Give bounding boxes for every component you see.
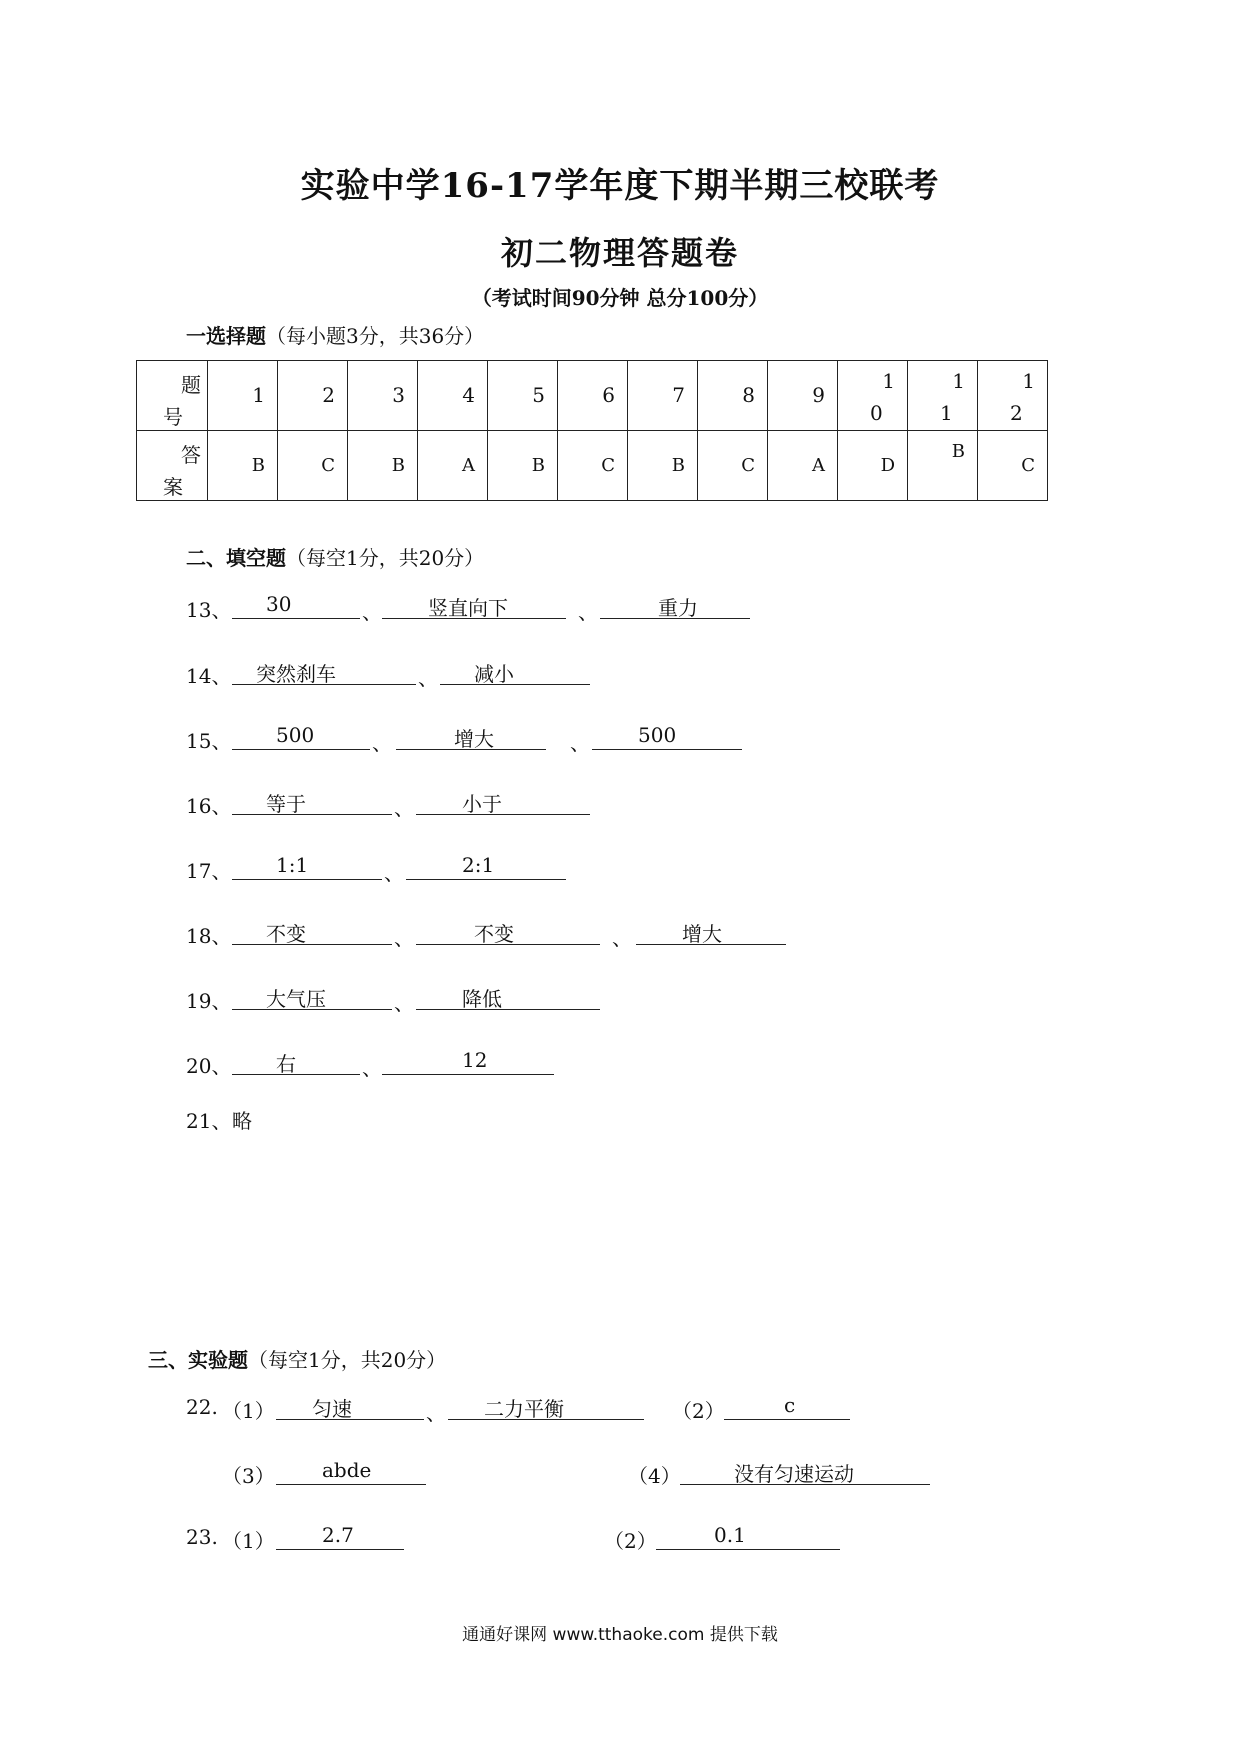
question-number: 1 [1022, 369, 1035, 393]
table-cell [278, 361, 348, 431]
answer-blank [416, 788, 590, 815]
answer-blank [232, 918, 392, 945]
question-number: 2 [1010, 401, 1023, 425]
part-label: （4） [628, 1464, 681, 1488]
answer-text: 突然刹车 [256, 662, 336, 686]
separator: 、 [384, 861, 404, 885]
answer-blank [276, 1523, 404, 1550]
answer-text: c [784, 1393, 796, 1417]
table-cell [698, 431, 768, 501]
question-number: 16、 [186, 794, 232, 818]
table-cell [278, 431, 348, 501]
answer-value: A [462, 455, 475, 476]
answer-blank [656, 1523, 840, 1550]
answer-text: 500 [638, 723, 677, 747]
separator: 、 [394, 926, 414, 950]
question-number: 22. [186, 1395, 218, 1419]
answer-value: B [951, 441, 965, 462]
question-number: 7 [672, 383, 685, 407]
answer-text: 竖直向下 [428, 596, 508, 620]
answer-blank [232, 723, 370, 750]
answer-blank [724, 1393, 850, 1420]
table-cell [978, 361, 1048, 431]
exam-info: （考试时间90分钟 总分100分） [471, 286, 769, 310]
answer-blank [232, 983, 392, 1010]
question-number: 6 [602, 383, 615, 407]
answer-text: 30 [266, 592, 292, 616]
separator: 、 [394, 796, 414, 820]
table-cell [348, 361, 418, 431]
answer-blank [232, 592, 360, 619]
answer-blank [592, 723, 742, 750]
part-label: （2） [604, 1529, 657, 1553]
answer-text: 增大 [682, 922, 722, 946]
answer-value: B [391, 455, 405, 476]
question-number: 0 [870, 401, 883, 425]
part-label: （3） [222, 1464, 275, 1488]
answer-value: C [321, 455, 335, 476]
answer-value: B [531, 455, 545, 476]
answer-blank [448, 1393, 644, 1420]
footer-credit: 通通好课网 www.tthaoke.com 提供下载 [462, 1625, 778, 1645]
header-label-part: 题 [181, 373, 201, 397]
answer-text: 1:1 [276, 853, 309, 877]
table-cell [488, 431, 558, 501]
answer-blank [382, 1048, 554, 1075]
table-cell [768, 431, 838, 501]
separator: 、 [612, 926, 632, 950]
table-cell [558, 431, 628, 501]
table-cell [418, 431, 488, 501]
answer-blank [440, 658, 590, 685]
question-number: 1 [952, 369, 965, 393]
part-label: （1） [222, 1399, 275, 1423]
separator: 、 [426, 1401, 446, 1425]
question-number: 15、 [186, 729, 232, 753]
question-number: 19、 [186, 989, 232, 1013]
answer-text: 0.1 [714, 1523, 746, 1547]
table-cell [698, 361, 768, 431]
answer-value: B [671, 455, 685, 476]
table-cell [208, 431, 278, 501]
answer-text: 不变 [266, 922, 306, 946]
separator: 、 [362, 600, 382, 624]
table-cell [558, 361, 628, 431]
header-label-part: 号 [163, 405, 183, 429]
answer-text: 等于 [266, 792, 306, 816]
answer-text: 减小 [474, 662, 514, 686]
section3-note: （每空1分，共20分） [248, 1348, 447, 1372]
table-cell [838, 431, 908, 501]
answer-text: 2:1 [462, 853, 495, 877]
table-row-answers [137, 431, 1048, 501]
answer-blank [232, 788, 392, 815]
question-number: 1 [940, 401, 953, 425]
question-number: 17、 [186, 859, 232, 883]
answer-blank [276, 1393, 424, 1420]
section2-title: 二、填空题 [186, 546, 286, 570]
answer-text: 匀速 [312, 1397, 352, 1421]
table-cell [418, 361, 488, 431]
answer-text: 12 [462, 1048, 488, 1072]
page-subtitle: 初二物理答题卷 [500, 234, 739, 272]
answer-blank [406, 853, 566, 880]
answer-blank [232, 658, 416, 685]
answer-text: 小于 [462, 792, 502, 816]
answer-value: C [601, 455, 615, 476]
header-cell-answer [137, 431, 208, 501]
answer-table [136, 360, 1048, 501]
question-number: 21、 [186, 1109, 232, 1133]
table-cell [978, 431, 1048, 501]
answer-blank [276, 1458, 426, 1485]
answer-text: 略 [232, 1109, 252, 1133]
section1-note: （每小题3分，共36分） [266, 324, 485, 348]
question-number: 9 [812, 383, 825, 407]
question-number: 23. [186, 1525, 218, 1549]
question-number: 1 [882, 369, 895, 393]
answer-text: 右 [276, 1052, 296, 1076]
answer-value: B [251, 455, 265, 476]
answer-blank [636, 918, 786, 945]
table-cell [348, 431, 418, 501]
answer-blank [232, 1048, 360, 1075]
answer-text: 2.7 [322, 1523, 354, 1547]
page-title: 实验中学16-17学年度下期半期三校联考 [300, 166, 940, 206]
section2-heading [186, 542, 484, 571]
table-cell [908, 361, 978, 431]
answer-blank [416, 983, 600, 1010]
question-number: 8 [742, 383, 755, 407]
separator: 、 [394, 991, 414, 1015]
question-number: 18、 [186, 924, 232, 948]
answer-blank [680, 1458, 930, 1485]
header-label-part: 案 [163, 475, 183, 499]
part-label: （2） [672, 1399, 725, 1423]
question-number: 14、 [186, 664, 232, 688]
table-cell [768, 361, 838, 431]
question-number: 1 [252, 383, 265, 407]
table-cell [628, 361, 698, 431]
separator: 、 [570, 731, 590, 755]
separator: 、 [372, 731, 392, 755]
table-cell [208, 361, 278, 431]
table-cell [488, 361, 558, 431]
question-number: 5 [532, 383, 545, 407]
answer-blank [416, 918, 600, 945]
answer-text: 增大 [454, 727, 494, 751]
section3-title: 三、实验题 [148, 1348, 248, 1372]
answer-text: 大气压 [266, 987, 326, 1011]
question-number: 20、 [186, 1054, 232, 1078]
header-label-part: 答 [181, 443, 201, 467]
question-number: 2 [322, 383, 335, 407]
header-cell-number [137, 361, 208, 431]
table-row-numbers [137, 361, 1048, 431]
answer-value: D [880, 455, 895, 476]
separator: 、 [362, 1056, 382, 1080]
part-label: （1） [222, 1529, 275, 1553]
answer-text: 二力平衡 [484, 1397, 564, 1421]
answer-blank [232, 853, 382, 880]
section2-note: （每空1分，共20分） [286, 546, 485, 570]
table-cell [908, 431, 978, 501]
table-cell [838, 361, 908, 431]
answer-blank [382, 592, 566, 619]
answer-value: A [812, 455, 825, 476]
answer-blank [396, 723, 546, 750]
answer-value: C [741, 455, 755, 476]
separator: 、 [418, 666, 438, 690]
section3-heading [148, 1344, 446, 1373]
answer-text: 不变 [474, 922, 514, 946]
answer-blank [600, 592, 750, 619]
question-number: 13、 [186, 598, 232, 622]
question-number: 3 [392, 383, 405, 407]
section1-title: 一选择题 [186, 324, 266, 348]
separator: 、 [578, 600, 598, 624]
answer-value: C [1021, 455, 1035, 476]
question-number: 4 [462, 383, 475, 407]
table-cell [628, 431, 698, 501]
section1-heading [186, 320, 484, 349]
answer-text: 重力 [658, 596, 698, 620]
answer-text: 500 [276, 723, 315, 747]
answer-text: 降低 [462, 987, 502, 1011]
answer-text: abde [322, 1458, 372, 1482]
answer-text: 没有匀速运动 [734, 1462, 854, 1486]
